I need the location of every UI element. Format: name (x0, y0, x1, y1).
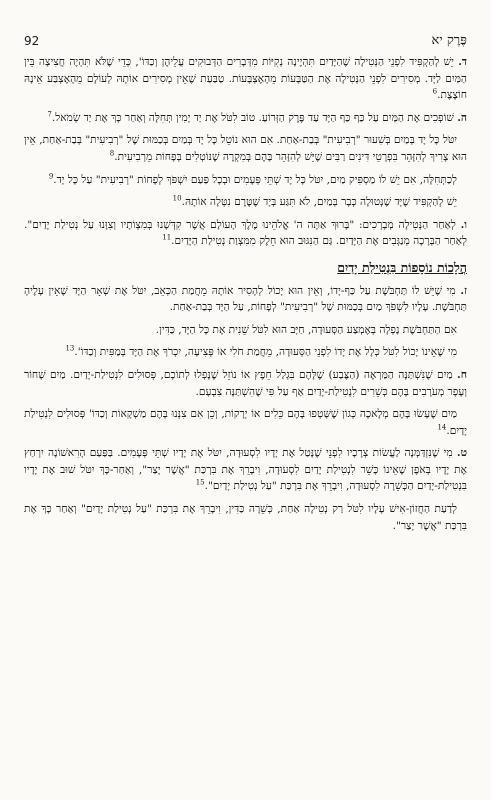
paragraph (24, 501, 467, 534)
paragraph-text: מִי שֶׁנִּזְדַּמְּנָה לַעֲשׂוֹת צְרָכָיו לִפְנֵי שֶׁנָּטַל אֶת יָדָיו לִסְעוּדָה, יִטֹּל אֶת יָדָיו שְׁתֵּי פְּעָמִים. בַּפַּעַם הָרִאשׁוֹנָה יִרְחַץ אֶת יָדָיו בְּאֹפֶן שֶׁאֵינוֹ כָּשֵׁר לִנְטִילַת יָדַיִם לִסְעוּדָה, וִיבָרֵךְ אֶת בִּרְכַּת "אֲשֶׁר יָצַר", וְאַחַר-כָּךְ יִטֹּל שׁוּב אֶת יָדָיו בִּנְטִילַת-יָדַיִם הַכְּשֵׁרָה לִסְעוּדָה, וִיבָרֵךְ אֶת בִּרְכַּת "עַל נְטִילַת יָדַיִם". (24, 447, 467, 493)
paragraph-text: לְדַעַת הַחֲזוֹן-אִישׁ עָלָיו לִטֹּל רַק נְטִילָה אַחַת, כְּשֵׁרָה כַּדִּין, וִיבָרֵךְ אֶת בִּרְכַּת "עַל נְטִילַת יָדַיִם" וְאַחַר כָּךְ אֶת בִּרְכַּת "אֲשֶׁר יָצַר". (24, 503, 467, 532)
paragraph (24, 132, 467, 165)
section-marker: ד. (458, 56, 467, 68)
footnote-ref: 7 (47, 110, 52, 119)
footnote-ref: 10 (172, 194, 182, 203)
paragraph-text: לְאַחַר הַנְּטִילָה מְבָרְכִים: "בָּרוּךְ אַתָּה ה' אֱלֹהֵינוּ מֶלֶךְ הָעוֹלָם אֲשֶׁר קִדְּשָׁנוּ בְּמִצְוֹתָיו וְצִוָּנוּ עַל נְטִילַת יָדַיִם". לְאַחַר הַבְּרָכָה מְנַגְּבִים אֶת הַיָּדַיִם. גַּם הַנִּגּוּב הוּא חֵלֶק מִמִּצְוַת נְטִילַת הַיָּדַיִם. (24, 218, 467, 248)
paragraph-text: מַיִם שֶׁנִּשְׁתַּנָּה הַמַּרְאֶה (הַצֶּבַע) שֶׁלָּהֶם בִּגְלַל חֵפֶץ אוֹ נוֹזֵל שֶׁנָּפְלוּ לְתוֹכָם, פְּסוּלִים לִנְטִילַת-יָדַיִם. מַיִם שָׁחוֹר וְעָפָר מְעֹרָבִים בָּהֶם כְּשֵׁרִים לִנְטִילַת-יָדַיִם אַף עַל פִּי שֶׁהִשְׁתַּנָּה צִבְעָם. (24, 368, 467, 398)
paragraph (24, 322, 467, 339)
paragraph-text: לְכַתְּחִלָּה, אִם יֵשׁ לוֹ מַסְפִּיק מַיִם, יִטֹּל כָּל יָד שְׁתֵּי פְּעָמִים וּבְכָל פַּעַם יִשְׁפֹּךְ לְפָחוֹת "רְבִיעִית" עַל כָּל יָד. (53, 173, 457, 186)
paragraph-text: מַיִם שֶׁעָשׂוּ בָּהֶם מְלָאכָה כְּגוֹן שֶׁשָּׁטְפוּ בָּהֶם כֵּלִים אוֹ יְרָקוֹת, וְכֵן אִם צִנְּנוּ בָּהֶם מַשְׁקָאוֹת וְכַדּוֹ' פְּסוּלִים לִנְטִילַת יָדַיִם. (24, 408, 467, 437)
paragraph (24, 194, 467, 211)
paragraph-text: מִי שֶׁיֵּשׁ לוֹ תַּחְבֹּשֶׁת עַל כַּף-יָדוֹ, וְאֵין הוּא יָכוֹל לְהָסִיר אוֹתָהּ מֵחֲמַת הַכְּאֵב, יִטֹּל אֶת שְׁאָר הַיָּד שֶׁאֵין עָלֶיהָ תַּחְבֹּשֶׁת. עָלָיו לִשְׁפֹּךְ מַיִם בְּכַמּוּת שֶׁל "רְבִיעִית" לְפָחוֹת, עַל הַיָּד בְּבַת-אַחַת. (24, 284, 467, 314)
paragraph (24, 217, 467, 250)
paragraph (24, 283, 467, 316)
section-marker: ט. (456, 447, 467, 460)
paragraph (24, 367, 467, 400)
footnote-ref: 14 (437, 423, 447, 432)
paragraph-text: שׁוֹפְכִים אֶת הַמַּיִם עַל כַּף כַּף הַיָּד עַד פֶּרֶק הַזְּרוֹעַ. טוֹב לִטֹּל אֶת יַד יָמִין תְּחִלָּה וְאַחַר כָּךְ אֶת יַד שְׂמֹאל. (51, 111, 454, 124)
chapter-title: פֶּרֶק יא (431, 33, 467, 48)
paragraph (24, 172, 467, 189)
paragraph (24, 344, 467, 361)
paragraph (24, 54, 467, 104)
footnote-ref: 13 (65, 344, 75, 353)
footnote-ref: 9 (48, 172, 54, 181)
paragraph-text: יֵשׁ לְהַקְפִּיד שֶׁיָּד שֶׁנְּטוּלָה כְּבָר בְּמַיִם, לֹא תִּגַּע בְּיָד שֶׁטֶּרֶם נִטְּלָה אוֹתָהּ. (181, 196, 457, 209)
footnote-ref: 6 (432, 87, 438, 96)
paragraph-text: אִם הַתַּחְבֹּשֶׁת נָפְלָה בְּאֶמְצַע הַסְּעוּדָה, חַיָּב הוּא לִטֹּל שֵׁנִית אֶת כָּל הַיָּד, כַּדִּין. (155, 323, 457, 336)
section-marker: ח. (457, 368, 467, 381)
paragraph (24, 445, 467, 495)
text-body (24, 54, 467, 534)
paragraph (24, 110, 467, 127)
paragraph-text: יֵשׁ לְהַקְפִּיד לִפְנֵי הַנְּטִילָה שֶׁהַיָּדַיִם תִּהְיֶינָה נְקִיּוֹת מִדְּבָרִים הַדְּבוּקִים עֲלֵיהֶן וְכַדּוֹ', כְּדֵי שֶׁלֹּא תִּהְיֶה חֲצִיצָה בֵּין הַמַּיִם לַיָּד. מְסִירִים לִפְנֵי הַנְּטִילָה אֶת הַטַּבָּעוֹת מֵהָאֶצְבָּעוֹת. טַבַּעַת שֶׁאֵין מְסִירִים אוֹתָהּ לְעוֹלָם מֵהָאֶצְבַּע אֵינָהּ חוֹצֶצֶת. (24, 56, 467, 102)
section-marker: ו. (460, 218, 467, 231)
page-header (24, 30, 467, 48)
paragraph (24, 406, 467, 439)
section-heading: הֲלָכוֹת נוֹסָפוֹת בִּנְטִילַת יָדַיִם (337, 259, 467, 275)
section-marker: ז. (460, 284, 467, 297)
footnote-ref: 8 (109, 149, 115, 158)
footnote-ref: 15 (195, 478, 205, 487)
footnote-ref: 11 (162, 233, 172, 242)
page-number: 92 (24, 34, 40, 48)
section-marker: ה. (457, 111, 467, 124)
paragraph-text: מִי שֶׁאֵינוֹ יָכוֹל לִטֹּל כְּלָל אֶת יָדוֹ לִפְנֵי הַסְּעוּדָה, מֵחֲמַת חֹלִי אוֹ פְּצִיעָה, יִכְרֹךְ אֶת הַיָּד בְּמַפִּית וְכַדּוֹ'. (74, 346, 457, 359)
paragraph-text: יִטֹּל כָּל יָד בְּמַיִם בְּשִׁעוּר "רְבִיעִית" בְּבַת-אַחַת. אִם הוּא נוֹטֵל כָּל יָד בְּמַיִם בְּכַמּוּת שֶׁל "רְבִיעִית" בְּבַת-אַחַת, אֵין הוּא צָרִיךְ לְהִזָּהֵר בִּפְרָטֵי דִּינִים רַבִּים שֶׁיֵּשׁ לְהִזָּהֵר בָּהֶם בְּמִקְרֶה שֶׁנּוֹטְלִים בְּפָחוֹת מֵרְבִיעִית. (24, 134, 467, 163)
